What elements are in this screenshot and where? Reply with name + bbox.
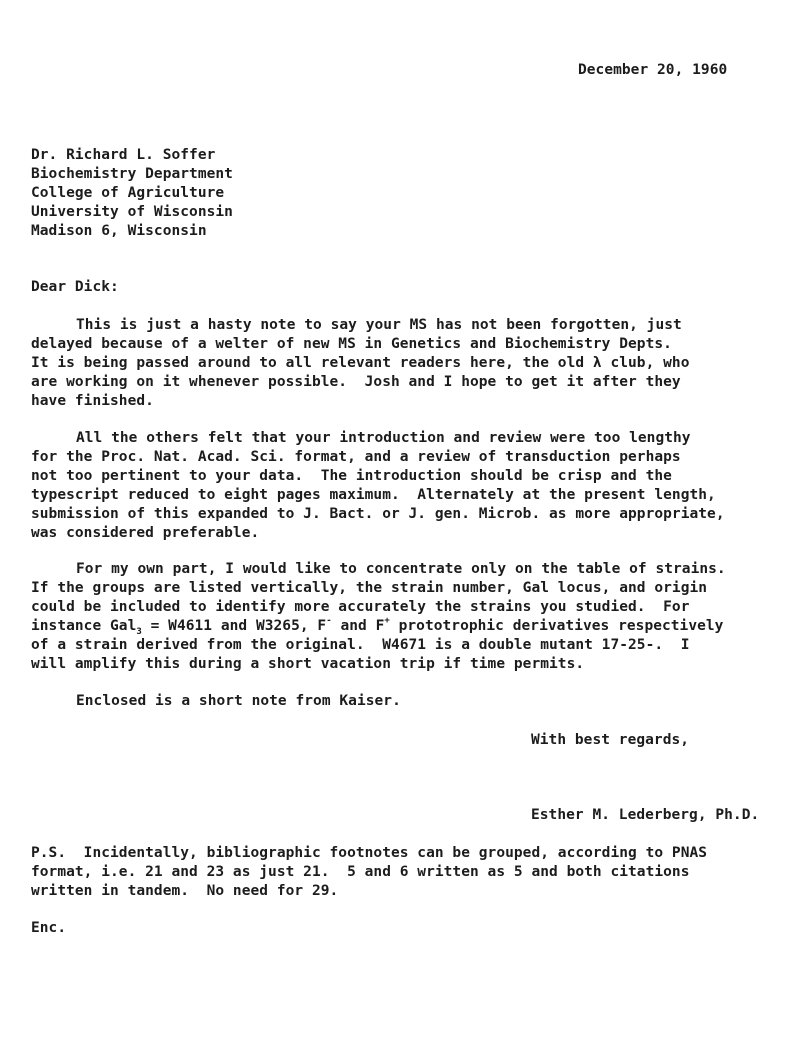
paragraph-2 [31,429,725,543]
body-line: not too pertinent to your data. The introduction should be crisp and the [31,468,672,484]
body-line: For my own part, I would like to concentrate only on the table of strains. [76,561,726,577]
body-line: submission of this expanded to J. Bact. or J. gen. Microb. as more appropriate, [31,506,725,522]
paragraph-1 [31,316,689,411]
f-minus-superscript: - [326,616,332,626]
enclosure-note: Enc. [31,920,67,936]
postscript [31,844,707,901]
text-segment: and F [331,618,385,634]
address-line: University of Wisconsin [31,204,233,220]
body-line: typescript reduced to eight pages maximum. Alternately at the present length, [31,487,716,503]
body-line: have finished. [31,393,154,409]
body-line: was considered preferable. [31,525,260,541]
salutation: Dear Dick: [31,279,119,295]
body-line: of a strain derived from the original. W4671 is a double mutant 17-25-. I [31,637,690,653]
body-line: are working on it whenever possible. Josh and I hope to get it after they [31,374,681,390]
address-line: Biochemistry Department [31,166,233,182]
closing: With best regards, [531,732,690,748]
text-segment: = W4611 and W3265, F [141,618,327,634]
body-line: All the others felt that your introduction and review were too lengthy [76,430,691,446]
address-line: College of Agriculture [31,185,225,201]
recipient-address [31,146,233,241]
body-line: delayed because of a welter of new MS in Genetics and Biochemistry Depts. [31,336,672,352]
gal-subscript: 3 [136,627,142,637]
body-line: will amplify this during a short vacation trip if time permits. [31,656,585,672]
address-line: Madison 6, Wisconsin [31,223,207,239]
body-line: It is being passed around to all relevant readers here, the old λ club, who [31,355,690,371]
postscript-line: format, i.e. 21 and 23 as just 21. 5 and 6 written as 5 and both citations [31,864,690,880]
body-line-with-notation [31,617,726,636]
body-line: could be included to identify more accurately the strains you studied. For [31,599,690,615]
body-line: This is just a hasty note to say your MS has not been forgotten, just [76,317,682,333]
postscript-line: written in tandem. No need for 29. [31,883,339,899]
text-segment: prototrophic derivatives respectively [389,618,724,634]
postscript-line: P.S. Incidentally, bibliographic footnotes can be grouped, according to PNAS [31,845,708,861]
paragraph-3 [31,560,726,674]
body-line: If the groups are listed vertically, the strain number, Gal locus, and origin [31,580,708,596]
address-line: Dr. Richard L. Soffer [31,147,216,163]
letter-date: December 20, 1960 [578,62,728,78]
body-line: for the Proc. Nat. Acad. Sci. format, and a review of transduction perhaps [31,449,681,465]
paragraph-4 [31,692,401,711]
body-line: Enclosed is a short note from Kaiser. [76,693,401,709]
f-plus-superscript: + [384,616,390,626]
text-segment: instance Gal [31,618,137,634]
signature: Esther M. Lederberg, Ph.D. [531,807,760,823]
